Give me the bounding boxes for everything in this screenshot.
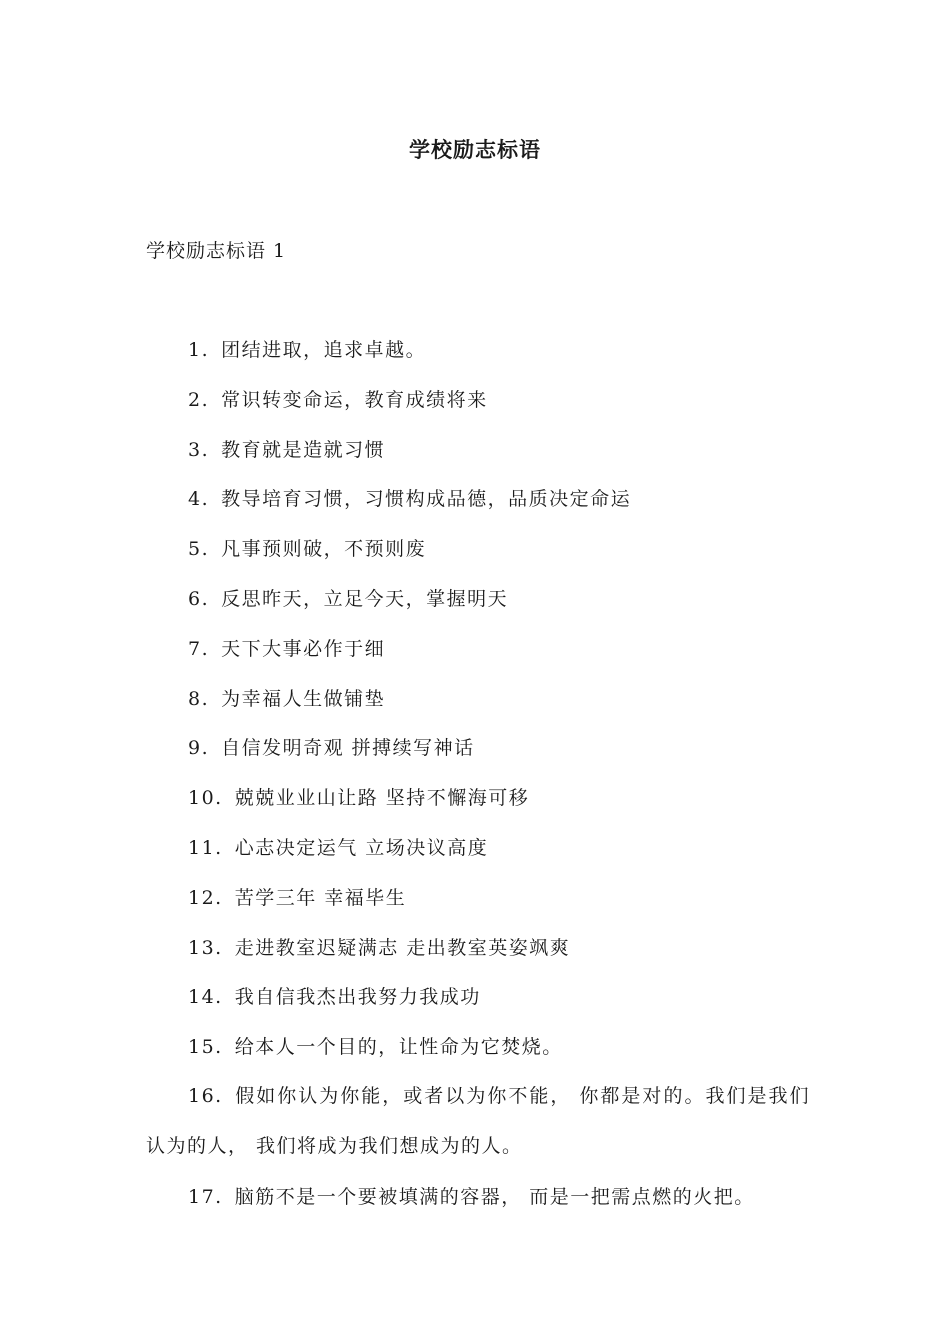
item-text: 给本人一个目的，让性命为它焚烧。 — [234, 1036, 563, 1059]
slogan-list — [146, 335, 810, 1231]
item-number: 5. — [188, 538, 210, 561]
item-text: 常识转变命运，教育成绩将来 — [221, 388, 488, 411]
item-text: 反思昨天，立足今天，掌握明天 — [221, 587, 509, 610]
item-number: 8. — [188, 687, 210, 710]
item-text: 走进教室迟疑满志 走出教室英姿飒爽 — [234, 936, 571, 959]
item-number: 12. — [188, 886, 223, 909]
item-number: 15. — [188, 1036, 223, 1059]
list-item — [146, 933, 810, 963]
list-item — [146, 733, 810, 763]
item-number: 1. — [188, 339, 210, 361]
list-item — [146, 833, 810, 863]
item-number: 6. — [188, 587, 210, 610]
item-number: 11. — [188, 836, 223, 859]
item-text: 假如你认为你能，或者以为你不能， 你都是对的。我们是我们认为的人， 我们将成为我们想成为的人。 — [146, 1084, 810, 1157]
list-item — [146, 883, 810, 913]
item-number: 14. — [188, 986, 223, 1009]
list-item — [146, 982, 810, 1012]
item-number: 3. — [188, 438, 210, 461]
item-text: 团结进取，追求卓越。 — [221, 339, 427, 361]
list-item — [146, 385, 810, 415]
item-text: 为幸福人生做铺垫 — [221, 687, 386, 710]
list-item — [146, 534, 810, 564]
list-item — [146, 435, 810, 465]
item-number: 17. — [188, 1185, 223, 1208]
list-item — [146, 684, 810, 714]
document-title: 学校励志标语 — [409, 138, 541, 162]
list-item — [146, 783, 810, 813]
item-text: 兢兢业业山让路 坚持不懈海可移 — [234, 787, 530, 810]
list-item — [146, 484, 810, 514]
item-text: 凡事预则破，不预则废 — [221, 538, 427, 561]
list-item — [146, 584, 810, 614]
list-item — [146, 335, 810, 365]
item-number: 13. — [188, 936, 223, 959]
item-number: 9. — [188, 737, 210, 760]
item-text: 自信发明奇观 拼搏续写神话 — [221, 737, 475, 760]
section-heading: 学校励志标语 1 — [146, 240, 287, 262]
list-item — [146, 1182, 810, 1212]
item-text: 心志决定运气 立场决议高度 — [234, 836, 489, 859]
list-item — [146, 1032, 810, 1062]
list-item — [146, 1072, 810, 1172]
item-number: 4. — [188, 488, 210, 511]
item-text: 天下大事必作于细 — [221, 637, 386, 660]
item-text: 脑筋不是一个要被填满的容器， 而是一把需点燃的火把。 — [234, 1185, 755, 1208]
list-item — [146, 634, 810, 664]
item-number: 7. — [188, 637, 210, 660]
item-text: 教育就是造就习惯 — [221, 438, 386, 461]
item-text: 教导培育习惯，习惯构成品德，品质决定命运 — [221, 488, 632, 511]
item-text: 苦学三年 幸福毕生 — [234, 886, 407, 909]
item-number: 10. — [188, 787, 223, 810]
item-number: 16. — [188, 1084, 223, 1107]
item-text: 我自信我杰出我努力我成功 — [234, 986, 481, 1009]
item-number: 2. — [188, 388, 210, 411]
